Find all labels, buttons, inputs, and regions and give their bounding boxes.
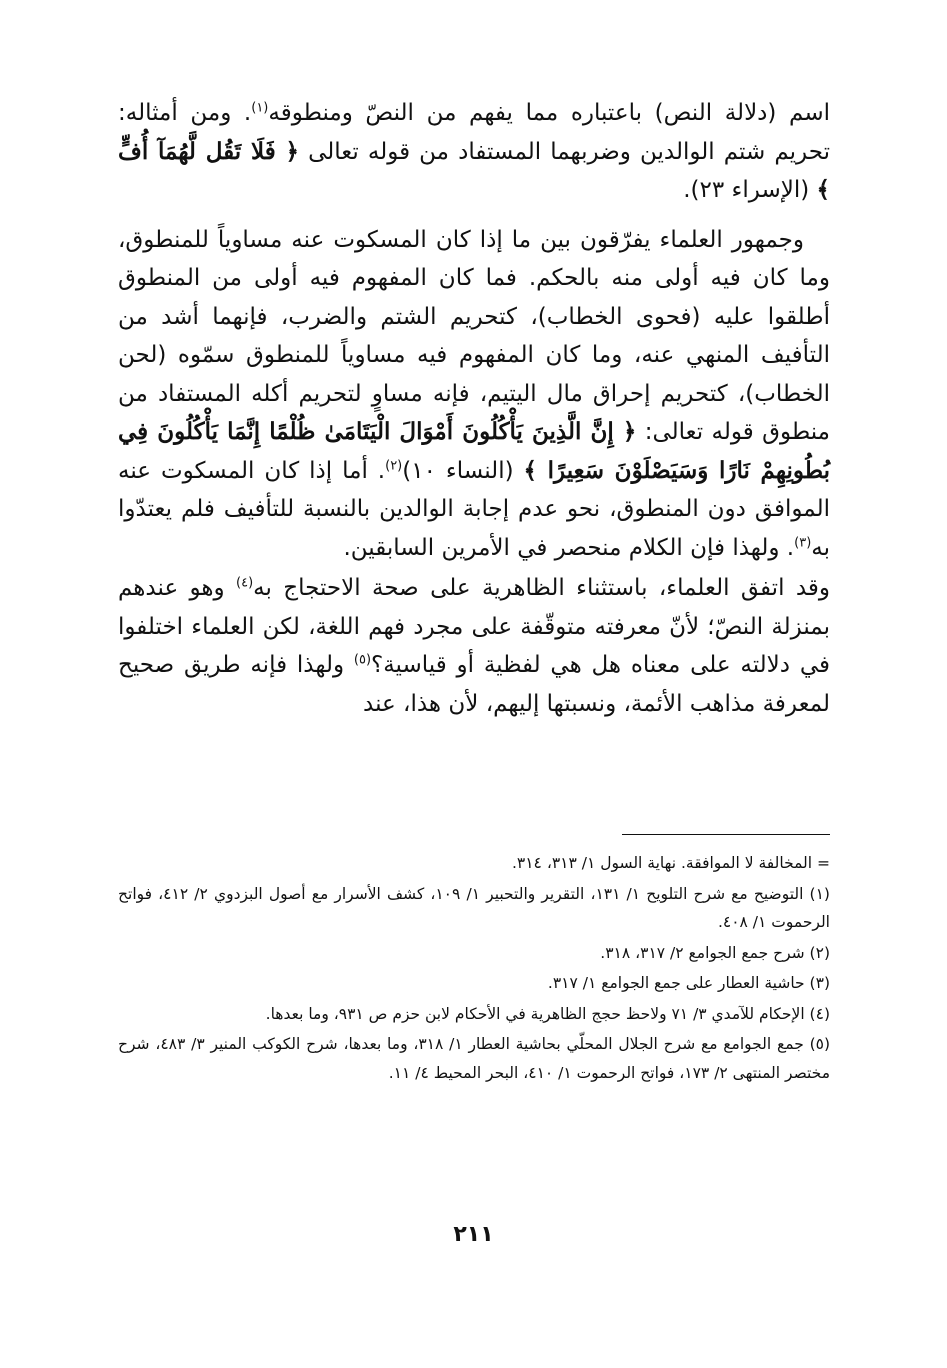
footnote-ref-1: (١) xyxy=(251,100,269,116)
footnote-continuation: = المخالفة لا الموافقة. نهاية السول ١/ ٣١٣، ٣١٤. xyxy=(511,854,830,872)
paragraph-3-part-3: ولهذا فإنه طريق صحيح لمعرفة مذاهب الأئمة، ونسبتها إليهم، لأن هذا، عند xyxy=(118,652,830,717)
paragraph-1-part-2: . ومن أمثاله: تحريم شتم الوالدين وضربهما المستفاد من قوله تعالى xyxy=(118,100,831,165)
footnote-divider xyxy=(622,834,830,835)
quran-verse-an-nisa: ﴿ إِنَّ الَّذِينَ يَأْكُلُونَ أَمْوَالَ الْيَتَامَىٰ ظُلْمًا إِنَّمَا يَأْكُلُونَ فِي بُطُونِهِمْ نَارًا وَسَيَصْلَوْنَ سَعِيرًا ﴾ xyxy=(118,418,830,484)
footnote-ref-3: (٣) xyxy=(794,534,812,550)
footnote-4: (٤) الإحكام للآمدي ٣/ ٧١ ولاحظ حجج الظاهرية في الأحكام لابن حزم ص ٩٣١، وما بعدها. xyxy=(265,1004,830,1023)
quran-verse-al-isra: ﴿ فَلَا تَقُل لَّهُمَآ أُفٍّ ﴾ xyxy=(118,137,830,203)
footnote-1: (١) التوضيح مع شرح التلويح ١/ ١٣١، التقرير والتحبير ١/ ١٠٩، كشف الأسرار مع أصول البزدوي ٢/ ٤١٢، فواتح الرحموت ١/ ٤٠٨. xyxy=(118,884,830,931)
paragraph-2 xyxy=(118,221,830,568)
main-text xyxy=(118,92,830,723)
footnotes-section xyxy=(118,849,830,1089)
paragraph-1-part-3: (الإسراء ٢٣). xyxy=(683,177,817,203)
paragraph-1-part-1: اسم (دلالة النص) باعتباره مما يفهم من النصّ ومنطوقه xyxy=(268,100,830,126)
footnote-ref-5: (٥) xyxy=(353,652,372,668)
paragraph-2-part-3: . أما إذا كان المسكوت عنه الموافق دون المنطوق، نحو عدم إجابة الوالدين بالنسبة للتأفيف فلم يعتدّوا به xyxy=(118,457,830,561)
page-number: ٢١١ xyxy=(453,1222,494,1247)
paragraph-3-part-1: وقد اتفق العلماء، باستثناء الظاهرية على صحة الاحتجاج به xyxy=(253,575,830,601)
footnote-ref-2: (٢) xyxy=(385,457,403,473)
paragraph-3-part-2: وهو عندهم بمنزلة النصّ؛ لأنّ معرفته متوقّفة على مجرد فهم اللغة، لكن العلماء اختلفوا في دلالته على معناه هل هي لفظية أو قياسية؟ xyxy=(118,575,830,678)
paragraph-2-part-4: . ولهذا فإن الكلام منحصر في الأمرين السابقين. xyxy=(343,534,795,561)
paragraph-1 xyxy=(118,94,830,210)
paragraph-3 xyxy=(118,569,830,723)
paragraph-2-part-2: (النساء ١٠) xyxy=(402,457,524,484)
footnote-3: (٣) حاشية العطار على جمع الجوامع ١/ ٣١٧. xyxy=(547,974,830,992)
paragraph-2-part-1: وجمهور العلماء يفرّقون بين ما إذا كان المسكوت عنه مساوياً للمنطوق، وما كان فيه أولى منه بالحكم. فما كان المفهوم فيه أولى من المنطوق أطلقوا عليه (فحوى الخطاب)، كتحريم الشتم والضرب، فإنهما أشد من التأفيف المنهي عنه، وما كان المفهوم فيه مساوياً للمنطوق سمّوه (لحن الخطاب)، كتحريم إحراق مال اليتيم، فإنه مساوٍ لتحريم أكله المستفاد من منطوق قوله تعالى: xyxy=(118,226,831,445)
footnote-5: (٥) جمع الجوامع مع شرح الجلال المحلّي بحاشية العطار ١/ ٣١٨، وما بعدها، شرح الكوكب المنير ٣/ ٤٨٣، شرح مختصر المنتهى ٢/ ١٧٣، فواتح الرحموت ١/ ٤١٠، البحر المحيط ٤/ ١١. xyxy=(118,1035,831,1082)
footnote-2: (٢) شرح جمع الجوامع ٢/ ٣١٧، ٣١٨. xyxy=(600,943,830,962)
footnote-ref-4: (٤) xyxy=(236,575,254,591)
